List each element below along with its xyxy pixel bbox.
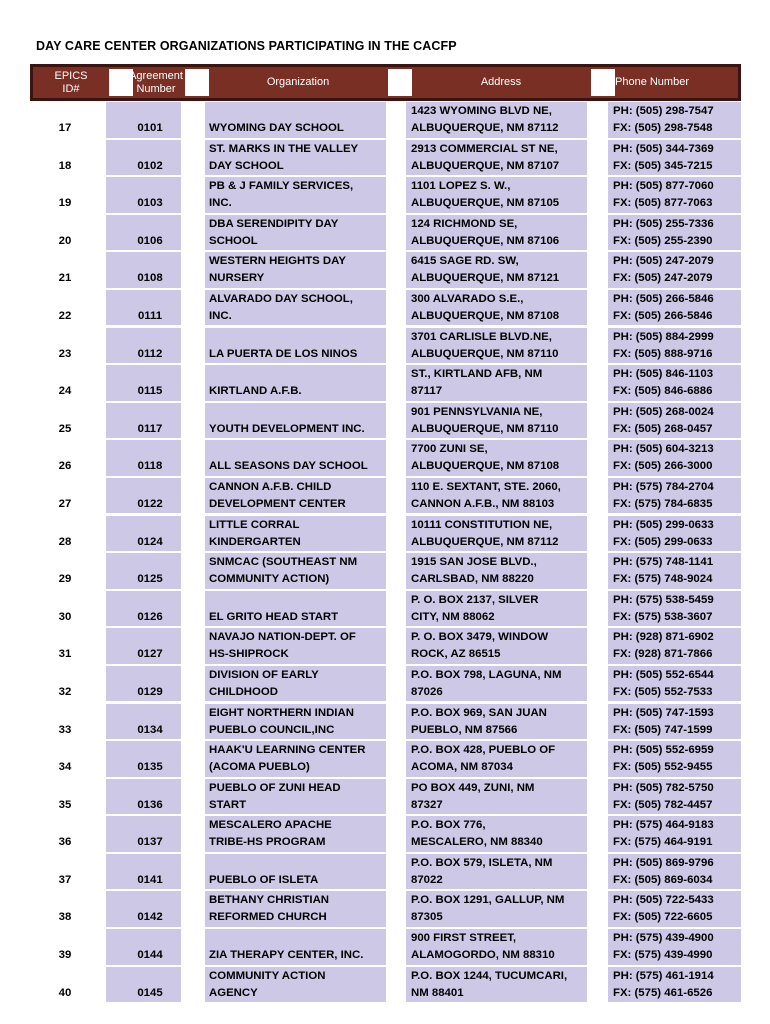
organization-name: (ACOMA PUEBLO) bbox=[209, 761, 310, 774]
organization-name: KIRTLAND A.F.B. bbox=[209, 385, 302, 398]
organization-name: HS-SHIPROCK bbox=[209, 648, 289, 661]
address-line: 1915 SAN JOSE BLVD., bbox=[411, 556, 537, 569]
organization-name: WYOMING DAY SCHOOL bbox=[209, 122, 344, 134]
address-line: ALBUQUERQUE, NM 87107 bbox=[411, 159, 560, 172]
table-row bbox=[30, 214, 741, 252]
agreement-number: 0127 bbox=[137, 648, 163, 661]
organization-name: EIGHT NORTHERN INDIAN bbox=[209, 706, 354, 719]
agreement-number: 0141 bbox=[137, 873, 163, 886]
epics-id: 20 bbox=[58, 234, 72, 247]
organization-name: HAAK'U LEARNING CENTER bbox=[209, 744, 366, 757]
agreement-number: 0115 bbox=[137, 385, 163, 398]
address-line: 7700 ZUNI SE, bbox=[411, 443, 488, 456]
address-line: PUEBLO, NM 87566 bbox=[411, 723, 518, 736]
table-row bbox=[30, 590, 741, 628]
organization-name: REFORMED CHURCH bbox=[209, 911, 327, 924]
table-row bbox=[30, 139, 741, 177]
address-line: P. O. BOX 3479, WINDOW bbox=[411, 631, 549, 644]
table-row bbox=[30, 928, 741, 966]
fax-number: FX: (505) 552-9455 bbox=[613, 761, 713, 774]
header-agreement-number: Agreement Number bbox=[129, 69, 183, 95]
organization-name: DIVISION OF EARLY bbox=[209, 668, 319, 681]
organization-name: PUEBLO OF ISLETA bbox=[209, 873, 319, 886]
organization-name: CHILDHOOD bbox=[209, 685, 278, 698]
address-line: 87022 bbox=[411, 873, 443, 886]
address-line: ALBUQUERQUE, NM 87108 bbox=[411, 460, 560, 473]
address-line: ALBUQUERQUE, NM 87110 bbox=[411, 347, 559, 360]
table-row bbox=[30, 477, 741, 515]
phone-number: PH: (505) 552-6544 bbox=[613, 668, 714, 681]
header-address: Address bbox=[480, 76, 522, 88]
fax-number: FX: (505) 877-7063 bbox=[613, 197, 713, 210]
organization-name: INC. bbox=[209, 309, 232, 322]
table-row bbox=[30, 853, 741, 891]
address-line: ALBUQUERQUE, NM 87108 bbox=[411, 309, 560, 322]
table-row bbox=[30, 439, 741, 477]
epics-id: 21 bbox=[58, 272, 72, 285]
header-phone-number: Phone Number bbox=[615, 76, 689, 88]
address-line: ALAMOGORDO, NM 88310 bbox=[411, 949, 555, 962]
fax-number: FX: (575) 439-4990 bbox=[613, 949, 713, 962]
header-organization: Organization bbox=[266, 76, 330, 88]
table-row bbox=[30, 627, 741, 665]
fax-number: FX: (505) 298-7548 bbox=[613, 122, 713, 134]
phone-number: PH: (505) 869-9796 bbox=[613, 856, 714, 869]
epics-id: 18 bbox=[58, 159, 72, 172]
address-line: P.O. BOX 1291, GALLUP, NM bbox=[411, 894, 565, 907]
table-row bbox=[30, 815, 741, 853]
address-line: 1101 LOPEZ S. W., bbox=[411, 180, 511, 193]
organization-name: EL GRITO HEAD START bbox=[209, 610, 339, 623]
organization-name: KINDERGARTEN bbox=[209, 535, 301, 548]
epics-id: 33 bbox=[58, 723, 72, 736]
phone-number: PH: (575) 464-9183 bbox=[613, 819, 714, 832]
phone-number: PH: (505) 846-1103 bbox=[613, 368, 714, 381]
organization-name: BETHANY CHRISTIAN bbox=[209, 894, 330, 907]
fax-number: FX: (505) 869-6034 bbox=[613, 873, 713, 886]
address-line: 87117 bbox=[411, 385, 443, 398]
address-line: 87026 bbox=[411, 685, 443, 698]
organization-name: START bbox=[209, 798, 247, 811]
table-row bbox=[30, 552, 741, 590]
address-line: P.O. BOX 1244, TUCUMCARI, bbox=[411, 969, 568, 982]
phone-number: PH: (505) 255-7336 bbox=[613, 217, 714, 230]
address-line: P.O. BOX 579, ISLETA, NM bbox=[411, 856, 553, 869]
phone-number: PH: (505) 604-3213 bbox=[613, 443, 714, 456]
organization-name: MESCALERO APACHE bbox=[209, 819, 332, 832]
phone-number: PH: (505) 884-2999 bbox=[613, 330, 714, 343]
phone-number: PH: (505) 266-5846 bbox=[613, 292, 714, 305]
organization-name: NAVAJO NATION-DEPT. OF bbox=[209, 631, 356, 644]
address-line: ALBUQUERQUE, NM 87112 bbox=[411, 535, 559, 548]
phone-number: PH: (505) 552-6959 bbox=[613, 744, 714, 757]
epics-id: 31 bbox=[58, 648, 72, 661]
table-row bbox=[30, 289, 741, 327]
header-epics-id: EPICS ID# bbox=[54, 69, 88, 95]
phone-number: PH: (505) 299-0633 bbox=[613, 518, 714, 531]
table-row bbox=[30, 890, 741, 928]
organization-name: SNMCAC (SOUTHEAST NM bbox=[209, 556, 358, 569]
address-line: 6415 SAGE RD. SW, bbox=[411, 255, 519, 268]
address-line: 110 E. SEXTANT, STE. 2060, bbox=[411, 480, 561, 493]
fax-number: FX: (575) 538-3607 bbox=[613, 610, 713, 623]
agreement-number: 0108 bbox=[137, 272, 163, 285]
address-line: 2913 COMMERCIAL ST NE, bbox=[411, 142, 558, 155]
epics-id: 19 bbox=[58, 197, 72, 210]
agreement-number: 0117 bbox=[137, 422, 163, 435]
address-line: ALBUQUERQUE, NM 87105 bbox=[411, 197, 560, 210]
organization-name: ALVARADO DAY SCHOOL, bbox=[209, 292, 353, 305]
agreement-number: 0124 bbox=[137, 535, 163, 548]
organization-name: ST. MARKS IN THE VALLEY bbox=[209, 142, 359, 155]
agreement-number: 0129 bbox=[137, 685, 163, 698]
epics-id: 22 bbox=[58, 309, 72, 322]
fax-number: FX: (928) 871-7866 bbox=[613, 648, 713, 661]
address-line: ROCK, AZ 86515 bbox=[411, 648, 501, 661]
organization-name: ZIA THERAPY CENTER, INC. bbox=[209, 949, 364, 962]
address-line: 87305 bbox=[411, 911, 443, 924]
phone-number: PH: (505) 247-2079 bbox=[613, 255, 714, 268]
epics-id: 34 bbox=[58, 761, 72, 774]
fax-number: FX: (505) 722-6605 bbox=[613, 911, 713, 924]
fax-number: FX: (505) 888-9716 bbox=[613, 347, 713, 360]
address-line: P.O. BOX 428, PUEBLO OF bbox=[411, 744, 556, 757]
table-row bbox=[30, 251, 741, 289]
address-line: P.O. BOX 969, SAN JUAN bbox=[411, 706, 547, 719]
address-line: MESCALERO, NM 88340 bbox=[411, 836, 543, 849]
epics-id: 24 bbox=[58, 385, 72, 398]
agreement-number: 0102 bbox=[137, 159, 163, 172]
fax-number: FX: (505) 345-7215 bbox=[613, 159, 713, 172]
table-row bbox=[30, 402, 741, 440]
address-line: ALBUQUERQUE, NM 87121 bbox=[411, 272, 560, 285]
address-line: ALBUQUERQUE, NM 87112 bbox=[411, 122, 559, 134]
fax-number: FX: (505) 552-7533 bbox=[613, 685, 713, 698]
organization-name: DAY SCHOOL bbox=[209, 159, 284, 172]
fax-number: FX: (505) 247-2079 bbox=[613, 272, 713, 285]
address-line: 10111 CONSTITUTION NE, bbox=[411, 518, 553, 531]
agreement-number: 0111 bbox=[137, 309, 163, 322]
organization-name: COMMUNITY ACTION bbox=[209, 969, 326, 982]
address-line: PO BOX 449, ZUNI, NM bbox=[411, 781, 535, 794]
fax-number: FX: (505) 782-4457 bbox=[613, 798, 713, 811]
address-line: 87327 bbox=[411, 798, 443, 811]
agreement-number: 0145 bbox=[137, 986, 163, 999]
table-row bbox=[30, 515, 741, 553]
fax-number: FX: (505) 747-1599 bbox=[613, 723, 713, 736]
fax-number: FX: (575) 748-9024 bbox=[613, 573, 713, 586]
organization-name: PB & J FAMILY SERVICES, bbox=[209, 180, 354, 193]
epics-id: 28 bbox=[58, 535, 72, 548]
address-line: CARLSBAD, NM 88220 bbox=[411, 573, 534, 586]
organization-name: COMMUNITY ACTION) bbox=[209, 573, 330, 586]
agreement-number: 0136 bbox=[137, 798, 163, 811]
fax-number: FX: (505) 266-5846 bbox=[613, 309, 713, 322]
organization-name: SCHOOL bbox=[209, 234, 258, 247]
address-line: 900 FIRST STREET, bbox=[411, 932, 517, 945]
address-line: P.O. BOX 776, bbox=[411, 819, 486, 832]
agreement-number: 0126 bbox=[137, 610, 163, 623]
header-separator bbox=[591, 69, 615, 96]
phone-number: PH: (505) 747-1593 bbox=[613, 706, 714, 719]
phone-number: PH: (575) 538-5459 bbox=[613, 593, 714, 606]
phone-number: PH: (505) 877-7060 bbox=[613, 180, 714, 193]
epics-id: 39 bbox=[58, 949, 72, 962]
organization-name: INC. bbox=[209, 197, 232, 210]
address-line: 124 RICHMOND SE, bbox=[411, 217, 518, 230]
phone-number: PH: (505) 344-7369 bbox=[613, 142, 714, 155]
fax-number: FX: (505) 255-2390 bbox=[613, 234, 713, 247]
table-header bbox=[30, 64, 741, 101]
agreement-number: 0142 bbox=[137, 911, 163, 924]
phone-number: PH: (505) 782-5750 bbox=[613, 781, 714, 794]
agreement-number: 0122 bbox=[137, 497, 163, 510]
table-body bbox=[30, 101, 741, 1003]
address-line: 3701 CARLISLE BLVD.NE, bbox=[411, 330, 552, 343]
epics-id: 25 bbox=[58, 422, 72, 435]
epics-id: 27 bbox=[58, 497, 72, 510]
agreement-number: 0144 bbox=[137, 949, 163, 962]
fax-number: FX: (575) 461-6526 bbox=[613, 986, 713, 999]
table-row bbox=[30, 778, 741, 816]
phone-number: PH: (505) 268-0024 bbox=[613, 405, 714, 418]
fax-number: FX: (505) 268-0457 bbox=[613, 422, 713, 435]
agreement-number: 0134 bbox=[137, 723, 163, 736]
table-row bbox=[30, 364, 741, 402]
address-line: 1423 WYOMING BLVD NE, bbox=[411, 105, 552, 117]
agreement-number: 0106 bbox=[137, 234, 163, 247]
address-line: ALBUQUERQUE, NM 87106 bbox=[411, 234, 560, 247]
organization-name: TRIBE-HS PROGRAM bbox=[209, 836, 326, 849]
phone-number: PH: (505) 722-5433 bbox=[613, 894, 714, 907]
epics-id: 38 bbox=[58, 911, 72, 924]
epics-id: 23 bbox=[58, 347, 72, 360]
organization-name: DBA SERENDIPITY DAY bbox=[209, 217, 339, 230]
fax-number: FX: (505) 846-6886 bbox=[613, 385, 713, 398]
agreement-number: 0112 bbox=[137, 347, 163, 360]
agreement-number: 0125 bbox=[137, 573, 163, 586]
organization-name: AGENCY bbox=[209, 986, 258, 999]
table-row bbox=[30, 327, 741, 365]
table-row bbox=[30, 101, 741, 139]
agreement-number: 0101 bbox=[137, 122, 163, 134]
epics-id: 35 bbox=[58, 798, 72, 811]
address-line: ALBUQUERQUE, NM 87110 bbox=[411, 422, 559, 435]
phone-number: PH: (575) 461-1914 bbox=[613, 969, 714, 982]
epics-id: 37 bbox=[58, 873, 72, 886]
organizations-table bbox=[30, 64, 741, 1003]
organization-name: LA PUERTA DE LOS NINOS bbox=[209, 347, 358, 360]
phone-number: PH: (575) 439-4900 bbox=[613, 932, 714, 945]
epics-id: 29 bbox=[58, 573, 72, 586]
organization-name: DEVELOPMENT CENTER bbox=[209, 497, 346, 510]
table-row bbox=[30, 176, 741, 214]
epics-id: 32 bbox=[58, 685, 72, 698]
epics-id: 36 bbox=[58, 836, 72, 849]
epics-id: 17 bbox=[58, 122, 72, 134]
phone-number: PH: (575) 748-1141 bbox=[613, 556, 714, 569]
fax-number: FX: (575) 784-6835 bbox=[613, 497, 713, 510]
address-line: CANNON A.F.B., NM 88103 bbox=[411, 497, 555, 510]
agreement-number: 0103 bbox=[137, 197, 163, 210]
phone-number: PH: (575) 784-2704 bbox=[613, 480, 714, 493]
fax-number: FX: (505) 299-0633 bbox=[613, 535, 713, 548]
table-row bbox=[30, 703, 741, 741]
agreement-number: 0135 bbox=[137, 761, 163, 774]
header-separator bbox=[185, 69, 209, 96]
organization-name: WESTERN HEIGHTS DAY bbox=[209, 255, 346, 268]
address-line: P.O. BOX 798, LAGUNA, NM bbox=[411, 668, 562, 681]
agreement-number: 0137 bbox=[137, 836, 163, 849]
organization-name: YOUTH DEVELOPMENT INC. bbox=[209, 422, 365, 435]
epics-id: 26 bbox=[58, 460, 72, 473]
address-line: CITY, NM 88062 bbox=[411, 610, 495, 623]
organization-name: LITTLE CORRAL bbox=[209, 518, 300, 531]
organization-name: CANNON A.F.B. CHILD bbox=[209, 480, 332, 493]
organization-name: PUEBLO OF ZUNI HEAD bbox=[209, 781, 341, 794]
table-row bbox=[30, 665, 741, 703]
epics-id: 30 bbox=[58, 610, 72, 623]
fax-number: FX: (575) 464-9191 bbox=[613, 836, 713, 849]
table-row bbox=[30, 740, 741, 778]
organization-name: PUEBLO COUNCIL,INC bbox=[209, 723, 335, 736]
organization-name: NURSERY bbox=[209, 272, 265, 285]
phone-number: PH: (505) 298-7547 bbox=[613, 105, 714, 117]
address-line: 901 PENNSYLVANIA NE, bbox=[411, 405, 543, 418]
address-line: ACOMA, NM 87034 bbox=[411, 761, 513, 774]
table-row bbox=[30, 966, 741, 1004]
agreement-number: 0118 bbox=[137, 460, 163, 473]
phone-number: PH: (928) 871-6902 bbox=[613, 631, 714, 644]
epics-id: 40 bbox=[58, 986, 72, 999]
address-line: NM 88401 bbox=[411, 986, 464, 999]
address-line: P. O. BOX 2137, SILVER bbox=[411, 593, 539, 606]
fax-number: FX: (505) 266-3000 bbox=[613, 460, 713, 473]
organization-name: ALL SEASONS DAY SCHOOL bbox=[209, 460, 368, 473]
page-title: DAY CARE CENTER ORGANIZATIONS PARTICIPATING IN THE CACFP bbox=[36, 39, 457, 53]
header-separator bbox=[388, 69, 412, 96]
address-line: ST., KIRTLAND AFB, NM bbox=[411, 368, 543, 381]
address-line: 300 ALVARADO S.E., bbox=[411, 292, 524, 305]
